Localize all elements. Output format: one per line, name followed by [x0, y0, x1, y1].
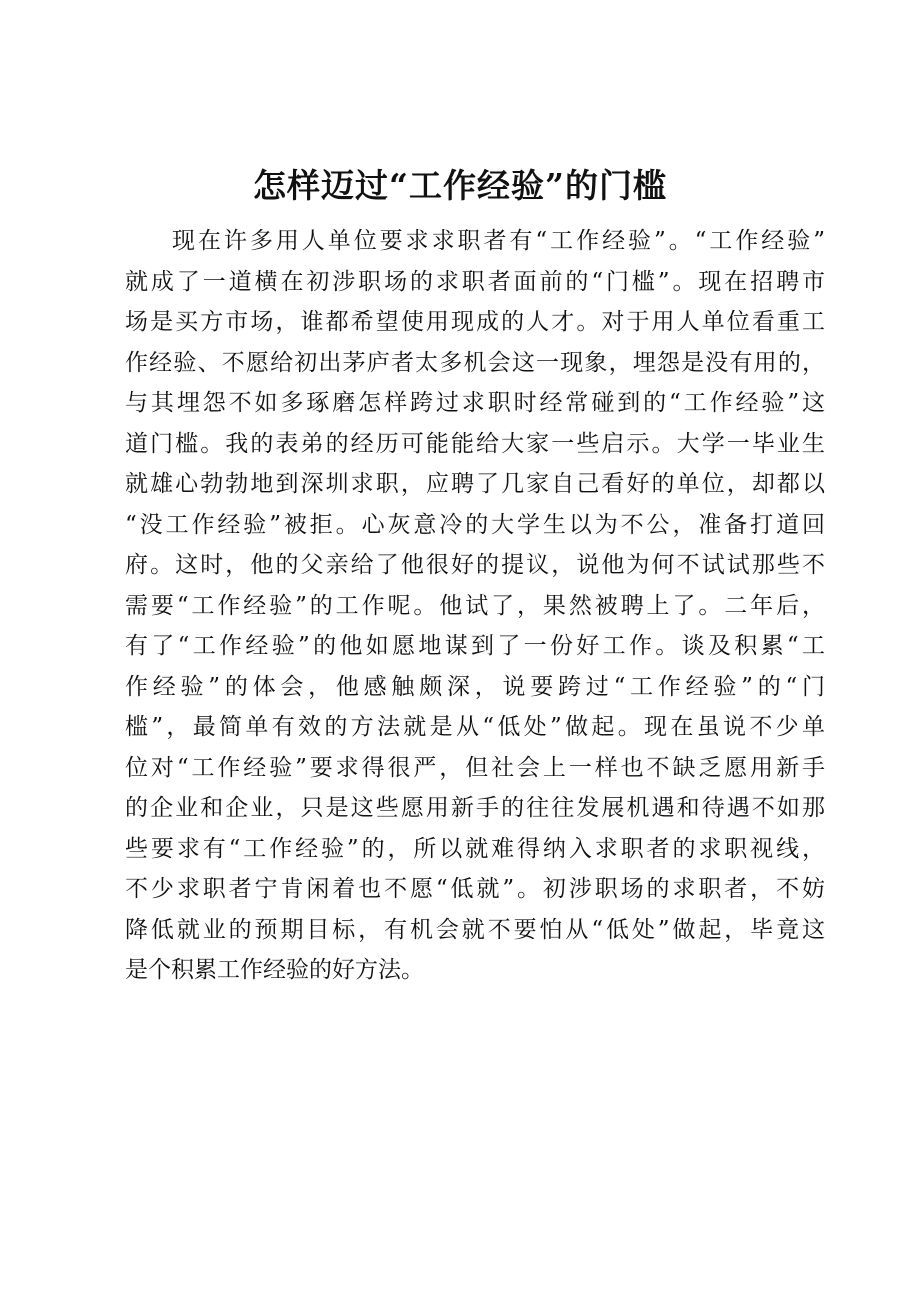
paragraph-line: 作经验、不愿给初出茅庐者太多机会这一现象，埋怨是没有用的，	[125, 349, 825, 376]
document-title: 怎样迈过“工作经验”的门槛	[253, 166, 667, 205]
body-paragraph	[125, 221, 825, 991]
paragraph-line: 现在许多用人单位要求求职者有“工作经验”。“工作经验”	[172, 228, 825, 254]
paragraph-line: 是个积累工作经验的好方法。	[125, 957, 424, 983]
paragraph-line: 府。这时，他的父亲给了他很好的提议，说他为何不试试那些不	[125, 552, 825, 578]
paragraph-line: 的企业和企业，只是这些愿用新手的往往发展机遇和待遇不如那	[125, 795, 825, 821]
paragraph-line: 与其埋怨不如多琢磨怎样跨过求职时经常碰到的“工作经验”这	[125, 390, 825, 416]
paragraph-line: 作经验”的体会，他感触颇深，说要跨过“工作经验”的“门	[125, 673, 825, 700]
paragraph-line: 槛”，最简单有效的方法就是从“低处”做起。现在虽说不少单	[125, 714, 825, 740]
paragraph-line: 有了“工作经验”的他如愿地谋到了一份好工作。谈及积累“工	[125, 633, 825, 659]
paragraph-line: 场是买方市场，谁都希望使用现成的人才。对于用人单位看重工	[125, 309, 825, 335]
paragraph-line: 需要“工作经验”的工作呢。他试了，果然被聘上了。二年后，	[125, 592, 825, 619]
paragraph-line: 降低就业的预期目标，有机会就不要怕从“低处”做起，毕竟这	[125, 916, 825, 943]
paragraph-line: 就雄心勃勃地到深圳求职，应聘了几家自己看好的单位，却都以	[125, 471, 825, 497]
paragraph-line: 不少求职者宁肯闲着也不愿“低就”。初涉职场的求职者，不妨	[125, 876, 825, 902]
paragraph-line: 道门槛。我的表弟的经历可能能给大家一些启示。大学一毕业生	[125, 430, 825, 457]
paragraph-line: 就成了一道横在初涉职场的求职者面前的“门槛”。现在招聘市	[125, 268, 825, 295]
paragraph-line: 些要求有“工作经验”的，所以就难得纳入求职者的求职视线，	[125, 835, 825, 862]
paragraph-line: 位对“工作经验”要求得很严，但社会上一样也不缺乏愿用新手	[125, 754, 825, 781]
paragraph-line: “没工作经验”被拒。心灰意冷的大学生以为不公，准备打道回	[125, 511, 825, 538]
